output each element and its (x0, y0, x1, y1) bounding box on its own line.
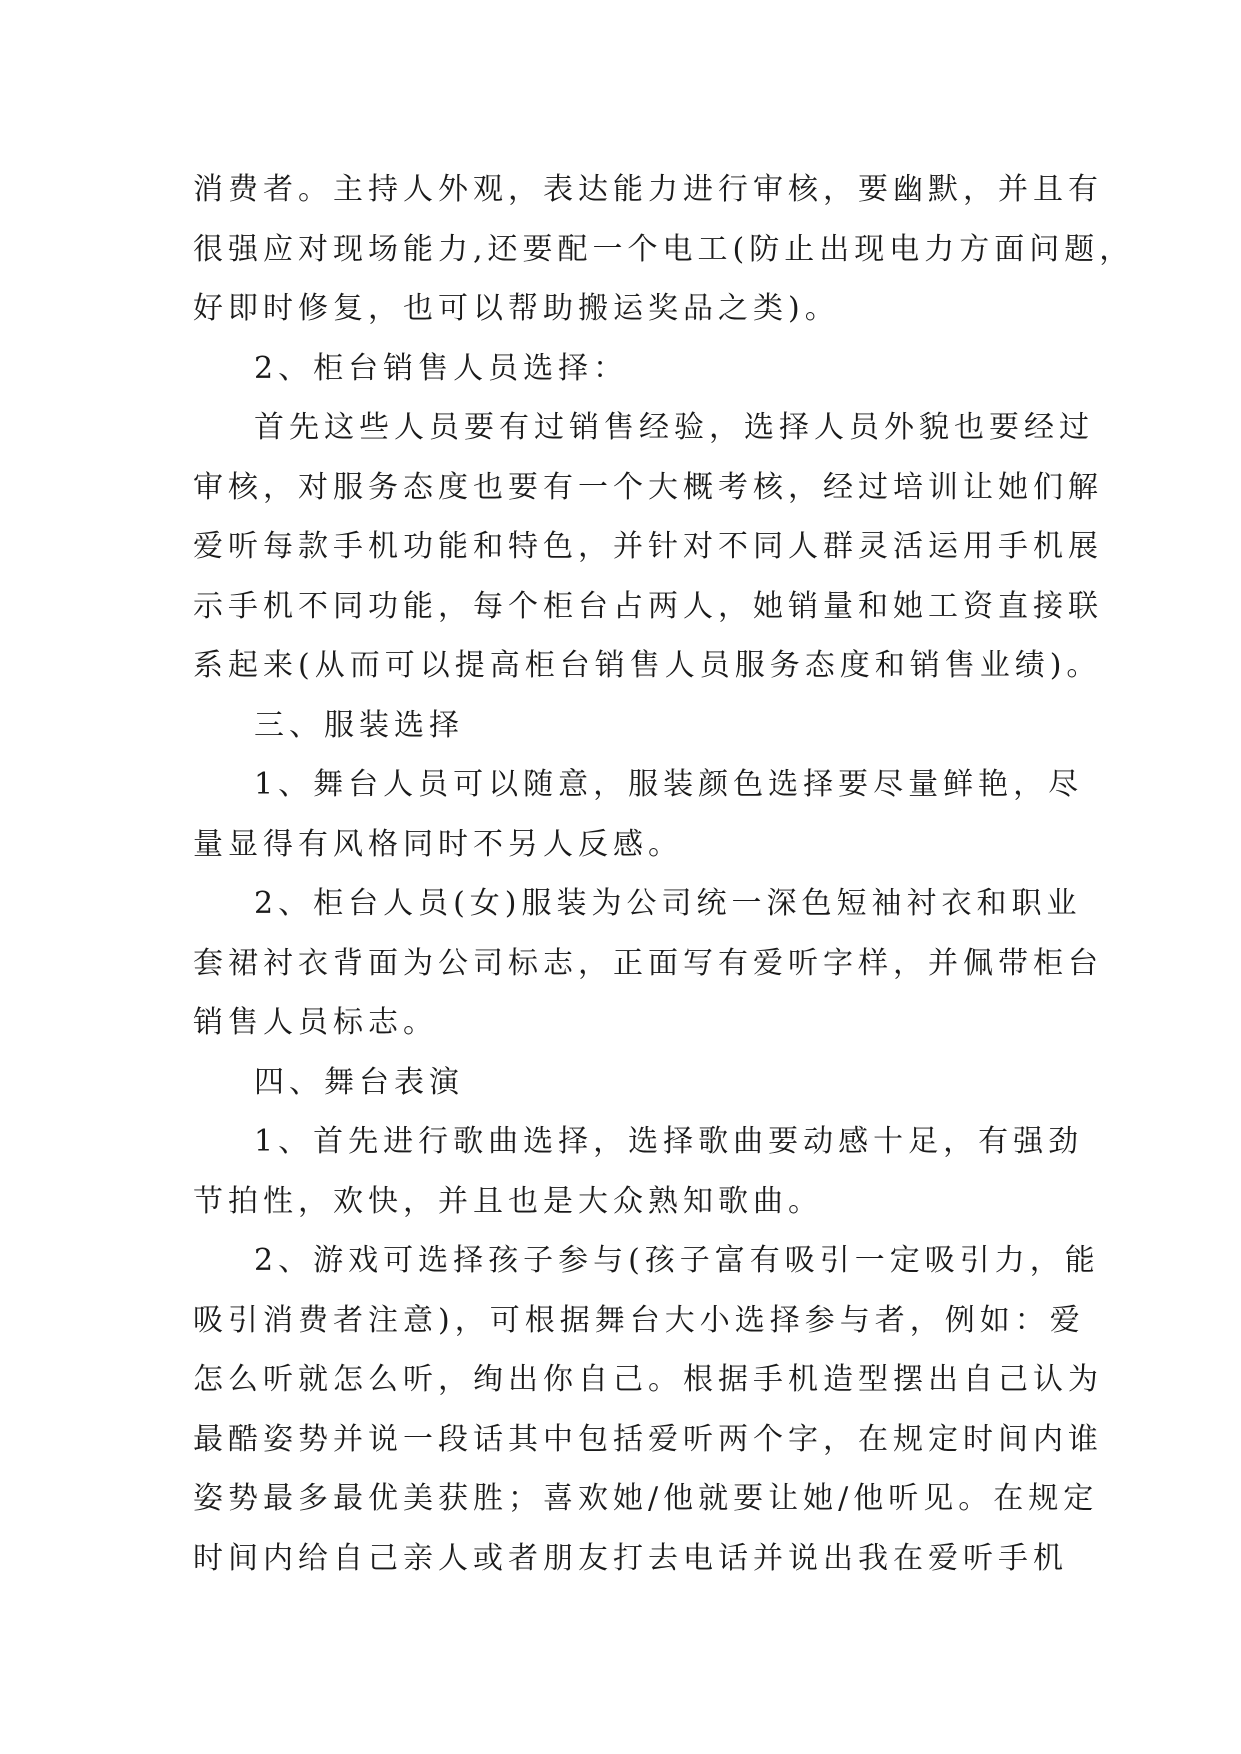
paragraph-line: 姿势最多最优美获胜；喜欢她/他就要让她/他听见。在规定 (193, 1481, 1099, 1516)
paragraph-line: 怎么听就怎么听，绚出你自己。根据手机造型摆出自己认为 (193, 1362, 1103, 1397)
paragraph-line: 系起来(从而可以提高柜台销售人员服务态度和销售业绩)。 (193, 648, 1102, 683)
paragraph-line: 节拍性，欢快，并且也是大众熟知歌曲。 (193, 1183, 823, 1219)
paragraph-line: 1、首先进行歌曲选择，选择歌曲要动感十足，有强劲 (254, 1124, 1084, 1159)
paragraph-line: 好即时修复，也可以帮助搬运奖品之类)。 (193, 291, 840, 326)
section-heading: 三、服装选择 (254, 707, 464, 743)
section-heading: 四、舞台表演 (254, 1064, 464, 1100)
paragraph-line: 销售人员标志。 (193, 1005, 438, 1040)
paragraph-line: 最酷姿势并说一段话其中包括爱听两个字，在规定时间内谁 (193, 1421, 1103, 1457)
paragraph-line: 爱听每款手机功能和特色，并针对不同人群灵活运用手机展 (193, 529, 1103, 564)
paragraph-line: 2、游戏可选择孩子参与(孩子富有吸引一定吸引力，能 (254, 1243, 1100, 1278)
paragraph-line: 首先这些人员要有过销售经验，选择人员外貌也要经过 (254, 410, 1094, 445)
section-heading: 2、柜台销售人员选择： (254, 350, 629, 386)
paragraph-line: 审核，对服务态度也要有一个大概考核，经过培训让她们解 (193, 469, 1103, 505)
paragraph-line: 示手机不同功能，每个柜台占两人，她销量和她工资直接联 (193, 588, 1103, 624)
paragraph-line: 吸引消费者注意)，可根据舞台大小选择参与者，例如：爱 (193, 1302, 1085, 1338)
paragraph-line: 量显得有风格同时不另人反感。 (193, 826, 683, 862)
paragraph-line: 消费者。主持人外观，表达能力进行审核，要幽默，并且有 (193, 172, 1103, 207)
paragraph-line: 1、舞台人员可以随意，服装颜色选择要尽量鲜艳，尽 (254, 767, 1084, 802)
document-body (193, 160, 1135, 1588)
paragraph-line: 很强应对现场能力,还要配一个电工(防止出现电力方面问题， (193, 231, 1135, 267)
paragraph-line: 时间内给自己亲人或者朋友打去电话并说出我在爱听手机 (193, 1540, 1068, 1576)
paragraph-line: 2、柜台人员(女)服装为公司统一深色短袖衬衣和职业 (254, 886, 1082, 921)
paragraph-line: 套裙衬衣背面为公司标志，正面写有爱听字样，并佩带柜台 (193, 945, 1103, 981)
